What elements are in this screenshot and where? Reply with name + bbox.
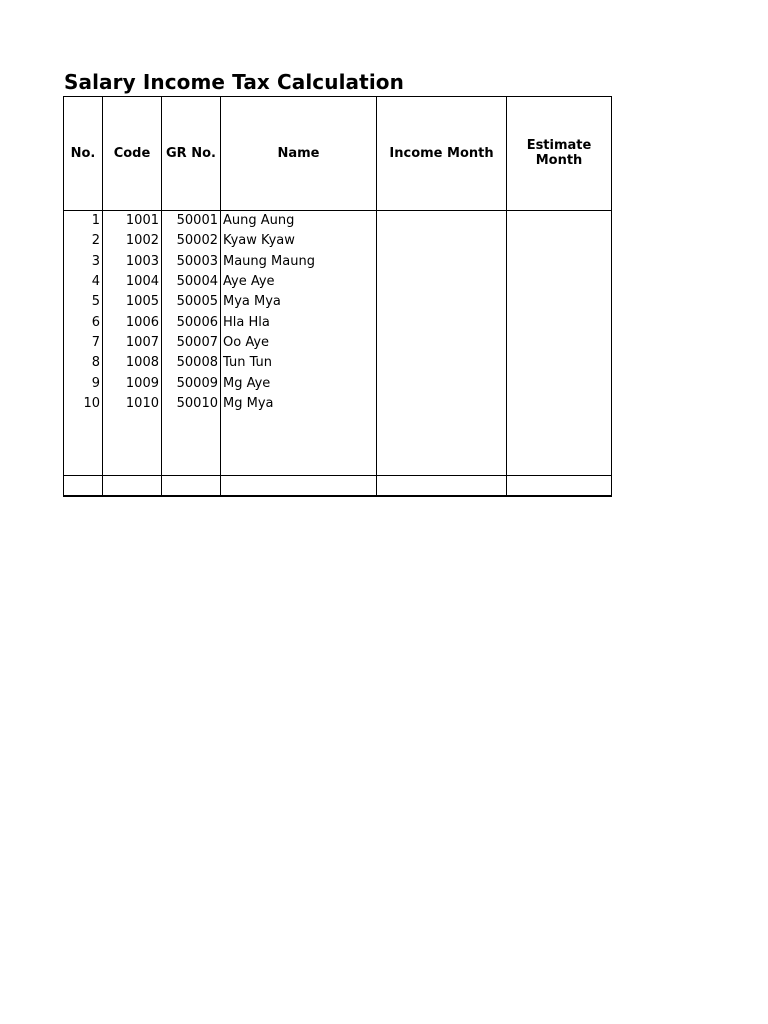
cell-code: 1009 — [125, 376, 159, 391]
cell-code: 1008 — [125, 355, 159, 370]
cell-code: 1010 — [125, 396, 159, 411]
table-border-right — [611, 96, 612, 497]
cell-gr-no: 50004 — [176, 274, 218, 289]
footer-divider — [63, 475, 612, 476]
cell-no: 7 — [91, 335, 100, 350]
header-name: Name — [277, 145, 320, 161]
header-estimate-month: Estimate Month — [526, 138, 592, 168]
cell-gr-no: 50005 — [176, 294, 218, 309]
cell-no: 5 — [91, 294, 100, 309]
cell-no: 8 — [91, 355, 100, 370]
header-gr-no: GR No. — [166, 145, 216, 161]
cell-no: 2 — [91, 233, 100, 248]
cell-code: 1003 — [125, 254, 159, 269]
cell-name: Hla Hla — [223, 315, 270, 330]
cell-code: 1007 — [125, 335, 159, 350]
cell-code: 1004 — [125, 274, 159, 289]
cell-code: 1001 — [125, 213, 159, 228]
header-no: No. — [70, 145, 96, 161]
cell-gr-no: 50006 — [176, 315, 218, 330]
table-border-bottom — [63, 495, 612, 497]
cell-gr-no: 50009 — [176, 376, 218, 391]
cell-name: Oo Aye — [223, 335, 270, 350]
cell-code: 1005 — [125, 294, 159, 309]
tax-table — [63, 96, 612, 497]
cell-no: 4 — [91, 274, 100, 289]
cell-name: Mg Aye — [223, 376, 271, 391]
cell-gr-no: 50008 — [176, 355, 218, 370]
cell-gr-no: 50007 — [176, 335, 218, 350]
cell-gr-no: 50001 — [176, 213, 218, 228]
cell-gr-no: 50003 — [176, 254, 218, 269]
cell-no: 1 — [91, 213, 100, 228]
cell-name: Tun Tun — [223, 355, 273, 370]
cell-name: Aung Aung — [223, 213, 295, 228]
cell-name: Mya Mya — [223, 294, 281, 309]
cell-code: 1002 — [125, 233, 159, 248]
page-title: Salary Income Tax Calculation — [64, 70, 404, 94]
cell-no: 3 — [91, 254, 100, 269]
cell-no: 6 — [91, 315, 100, 330]
cell-name: Mg Mya — [223, 396, 274, 411]
cell-name: Aye Aye — [223, 274, 275, 289]
cell-gr-no: 50002 — [176, 233, 218, 248]
cell-name: Kyaw Kyaw — [223, 233, 295, 248]
cell-gr-no: 50010 — [176, 396, 218, 411]
cell-name: Maung Maung — [223, 254, 315, 269]
cell-code: 1006 — [125, 315, 159, 330]
header-code: Code — [113, 145, 151, 161]
cell-no: 9 — [91, 376, 100, 391]
cell-no: 10 — [83, 396, 100, 411]
header-income-month: Income Month — [389, 145, 494, 161]
